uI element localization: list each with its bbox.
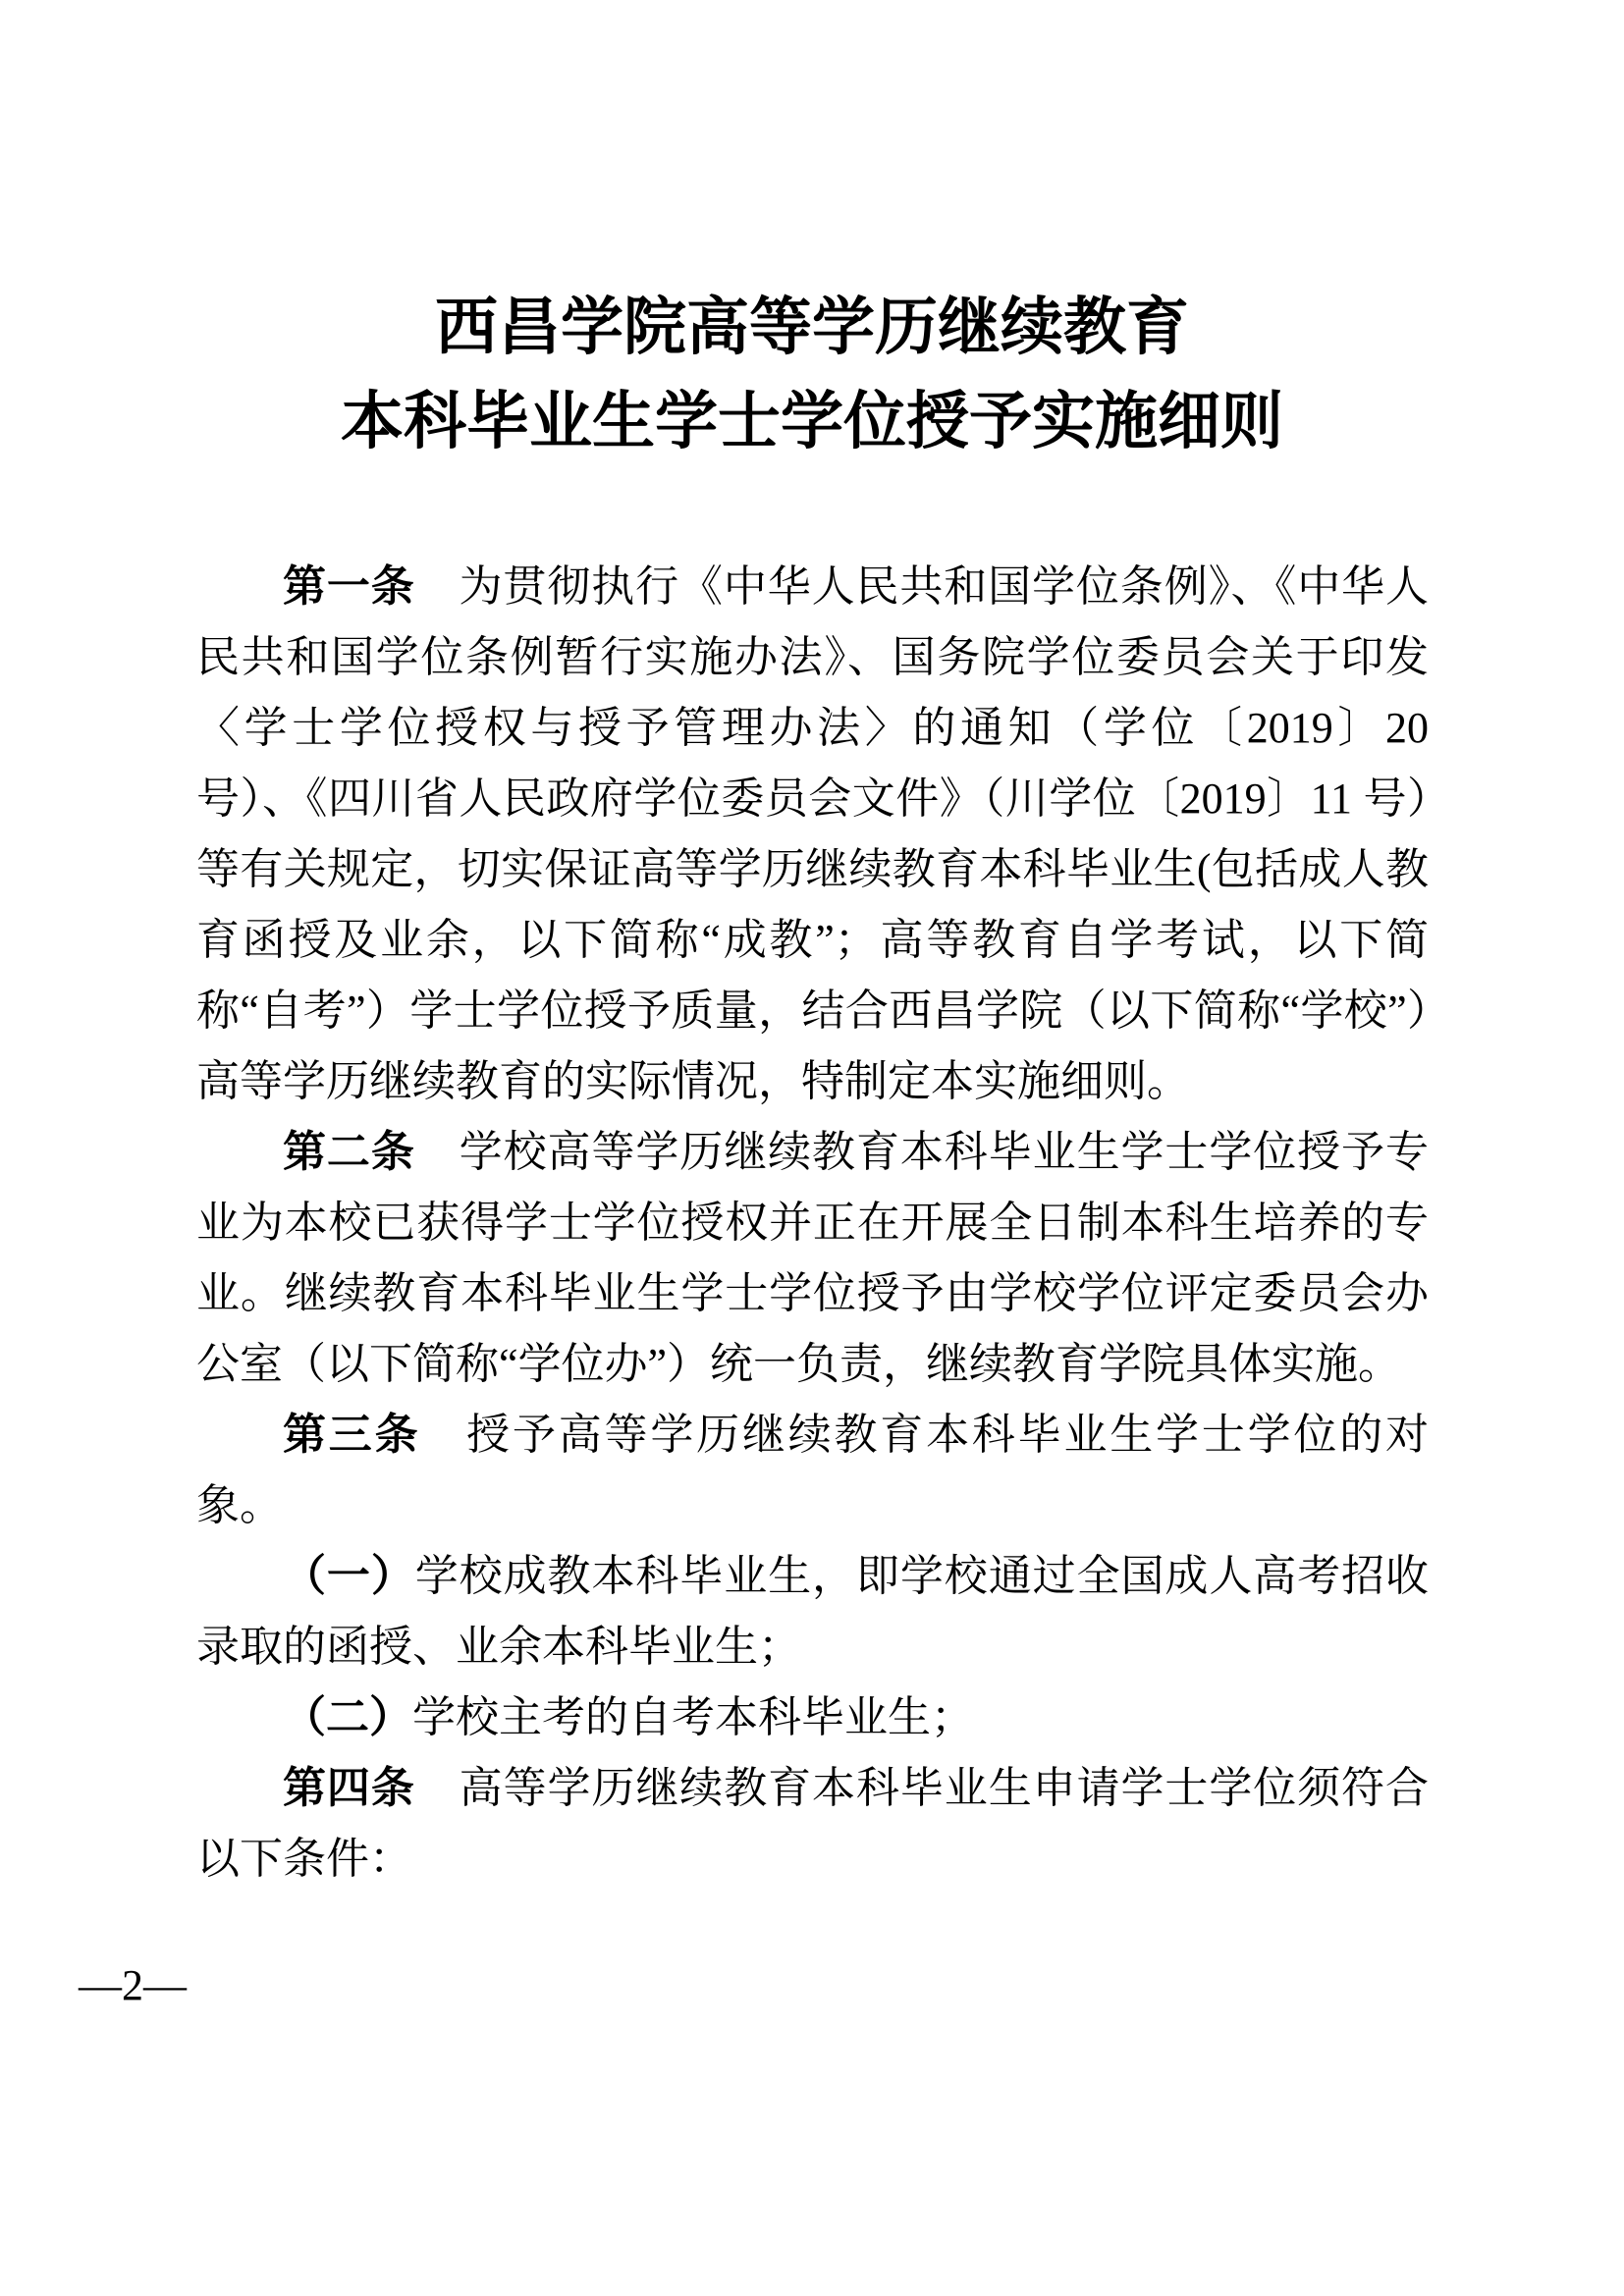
paragraph-article-1 <box>196 552 1429 1117</box>
paragraph-text: 高等学历继续教育本科毕业生申请学士学位须符合以下条件： <box>196 1764 1430 1883</box>
document-title-line-1: 西昌学院高等学历继续教育 <box>435 293 1189 362</box>
paragraph-text: 学校主考的自考本科毕业生； <box>412 1693 974 1741</box>
item-label: （二） <box>283 1693 412 1741</box>
article-label: 第一条 <box>283 562 415 611</box>
article-label: 第二条 <box>283 1128 415 1176</box>
paragraph-item-1 <box>196 1541 1429 1682</box>
document-title <box>0 0 1624 469</box>
paragraph-text: 学校高等学历继续教育本科毕业生学士学位授予专业为本校已获得学士学位授权并正在开展全日制本科生培养的专业。继续教育本科毕业生学士学位授予由学校学位评定委员会办公室（以下简称“学位办”）统一负责，继续教育学院具体实施。 <box>196 1128 1430 1388</box>
paragraph-item-2 <box>196 1682 1429 1753</box>
paragraph-text: 学校成教本科毕业生，即学校通过全国成人高考招收录取的函授、业余本科毕业生； <box>196 1552 1430 1671</box>
article-label: 第三条 <box>283 1411 421 1459</box>
paragraph-article-4 <box>196 1753 1429 1895</box>
item-label: （一） <box>283 1552 415 1600</box>
document-title-line-2: 本科毕业生学士学位授予实施细则 <box>341 387 1283 456</box>
document-body <box>196 552 1429 1895</box>
paragraph-text: 为贯彻执行《中华人民共和国学位条例》、《中华人民共和国学位条例暂行实施办法》、国务院学位委员会关于印发〈学士学位授权与授予管理办法〉的通知（学位〔2019〕20 号）、《四川省人民政府学位委员会文件》（川学位〔2019〕11 号）等有关规定，切实保证高等学历继续教育本科毕业生(包括成人教育函授及业余，以下简称“成教”；高等教育自学考试，以下简称“自考”）学士学位授予质量，结合西昌学院（以下简称“学校”）高等学历继续教育的实际情况，特制定本实施细则。 <box>196 562 1430 1105</box>
paragraph-article-3 <box>196 1400 1429 1541</box>
paragraph-article-2 <box>196 1117 1429 1400</box>
paragraph-text: 授予高等学历继续教育本科毕业生学士学位的对象。 <box>196 1411 1429 1529</box>
page-number: —2— <box>79 1961 187 2009</box>
article-label: 第四条 <box>283 1764 415 1812</box>
